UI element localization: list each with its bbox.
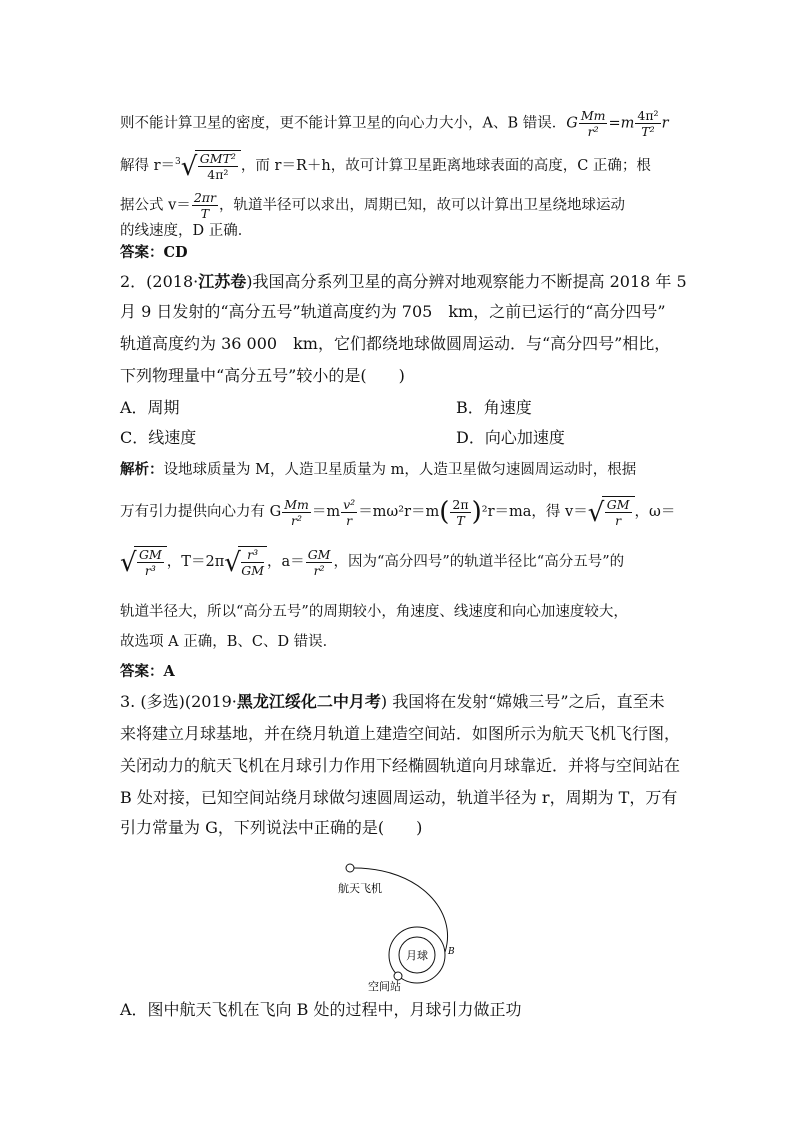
numerator: 2π (452, 496, 469, 512)
question-line: 来将建立月球基地，并在绕月轨道上建造空间站．如图所示为航天飞机飞行图， (120, 724, 681, 743)
text: 设地球质量为 M，人造卫星质量为 m，人造卫星做匀速圆周运动时，根据 (163, 462, 637, 478)
fraction (282, 497, 311, 528)
elliptical-orbit (354, 868, 448, 952)
solution-line (120, 496, 680, 528)
solution-line (120, 546, 680, 578)
text: ²r＝ma，得 v＝ (481, 504, 588, 520)
text: 则不能计算卫星的密度，更不能计算卫星的向心力大小，A、B 错误． (120, 115, 567, 132)
numerator: GM (139, 547, 162, 562)
solution-line: 故选项 A 正确，B、C、D 错误． (120, 634, 338, 650)
text: ＝m (311, 504, 341, 520)
fraction (192, 190, 218, 221)
denominator: r (615, 513, 622, 528)
text: ，轨道半径可以求出，周期已知，故可以计算出卫星绕地球运动 (218, 197, 625, 214)
solution-line (120, 108, 680, 139)
text: ) 我国将在发射“嫦娥三号”之后，直至未 (380, 692, 665, 711)
formula-eq: =m (608, 115, 635, 132)
square-root (588, 496, 635, 528)
numerator: 2πr (193, 190, 216, 205)
numerator: GM (307, 546, 331, 562)
question-line: B 处对接，已知空间站绕月球做匀速圆周运动，轨道半径为 r，周期为 T，万有 (120, 788, 678, 807)
numerator: v² (343, 496, 356, 512)
denominator: r² (313, 562, 325, 578)
denominator: r (346, 512, 353, 528)
solution-line: 的线速度，D 正确． (120, 223, 253, 239)
numerator: GM (606, 497, 630, 512)
denominator: r³ (144, 563, 156, 578)
denominator: 4π² (207, 167, 229, 182)
option-b[interactable]: B．角速度 (456, 398, 532, 417)
text: ，T＝2π (166, 554, 225, 570)
fraction (241, 547, 264, 578)
fraction (450, 497, 470, 528)
formula-var: G (566, 115, 578, 132)
denominator: r² (291, 512, 303, 528)
fraction (306, 547, 333, 578)
shuttle-label: 航天飞机 (338, 882, 382, 895)
option-a[interactable]: A．图中航天飞机在飞向 B 处的过程中，月球引力做正功 (120, 1000, 522, 1019)
radical-sign: √ (587, 498, 605, 528)
option-c[interactable]: C．线速度 (120, 428, 197, 447)
denominator: GM (241, 563, 265, 578)
text: ＝mω²r＝m (358, 504, 440, 520)
text: ，因为“高分四号”的轨道半径比“高分五号”的 (333, 554, 625, 570)
paren-right: ) (471, 497, 482, 527)
shuttle-marker (346, 864, 354, 872)
numerator: r³ (241, 547, 264, 563)
text: 万有引力提供向心力有 G (120, 504, 282, 520)
text: 3. (多选)(2019· (120, 692, 237, 711)
answer-line: 答案：CD (120, 244, 188, 261)
solution-line (120, 460, 680, 480)
question-line: 月 9 日发射的“高分五号”轨道高度约为 705 km，之前已运行的“高分四号” (120, 302, 666, 321)
denominator: r² (587, 124, 599, 139)
solution-line: 轨道半径大，所以“高分五号”的周期较小，角速度、线速度和向心加速度较大， (120, 604, 628, 620)
text: 据公式 v＝ (120, 197, 191, 214)
square-root (224, 546, 267, 578)
numerator: 4π² (637, 108, 659, 123)
answer-line: 答案：A (120, 663, 175, 680)
question-line: 轨道高度约为 36 000 km，它们都绕地球做圆周运动．与“高分四号”相比， (120, 334, 671, 353)
question-line: 下列物理量中“高分五号”较小的是( ) (120, 366, 405, 385)
station-marker (394, 972, 402, 980)
numerator: Mm (284, 496, 309, 512)
root-index: 3 (175, 157, 181, 168)
formula-var: r (661, 115, 669, 132)
cube-root (181, 150, 241, 182)
text: ，而 r＝R＋h，故可计算卫星距离地球表面的高度，C 正确；根 (240, 158, 651, 174)
text: 解得 r＝ (120, 158, 176, 174)
question-line: 关闭动力的航天飞机在月球引力作用下经椭圆轨道向月球靠近．并将与空间站在 (120, 756, 681, 775)
question-line (120, 692, 680, 712)
square-root (120, 546, 167, 578)
question-line (120, 272, 687, 292)
radical-sign: √ (120, 548, 137, 578)
fraction (635, 108, 660, 139)
orbit-diagram (320, 862, 470, 992)
text: 2．(2018· (120, 272, 199, 291)
station-label: 空间站 (368, 980, 401, 992)
fraction (341, 497, 357, 528)
question-line: 引力常量为 G，下列说法中正确的是( ) (120, 818, 423, 837)
paren-left: ( (439, 497, 450, 527)
numerator: Mm (580, 108, 606, 123)
solution-line (120, 190, 680, 221)
radical-sign: √ (224, 548, 241, 578)
option-a[interactable]: A．周期 (120, 398, 180, 417)
fraction (579, 108, 608, 139)
denominator: T² (641, 124, 655, 139)
text: ，a＝ (267, 554, 305, 570)
solution-line (120, 150, 680, 182)
text: ，ω＝ (634, 504, 676, 520)
denominator: T (200, 206, 210, 221)
point-b-label: B (448, 947, 455, 957)
fraction (137, 547, 164, 578)
source: 江苏卷 (198, 272, 247, 291)
denominator: T (456, 512, 465, 528)
fraction (605, 497, 632, 528)
text: )我国高分系列卫星的高分辨对地观察能力不断提高 2018 年 5 (246, 272, 687, 291)
solution-label: 解析： (120, 461, 164, 478)
moon-label: 月球 (406, 949, 428, 962)
numerator: GMT² (199, 151, 236, 166)
source: 黑龙江绥化二中月考 (236, 692, 381, 711)
radical-sign: √ (180, 152, 198, 182)
option-d[interactable]: D．向心加速度 (456, 428, 565, 447)
fraction (198, 151, 238, 182)
